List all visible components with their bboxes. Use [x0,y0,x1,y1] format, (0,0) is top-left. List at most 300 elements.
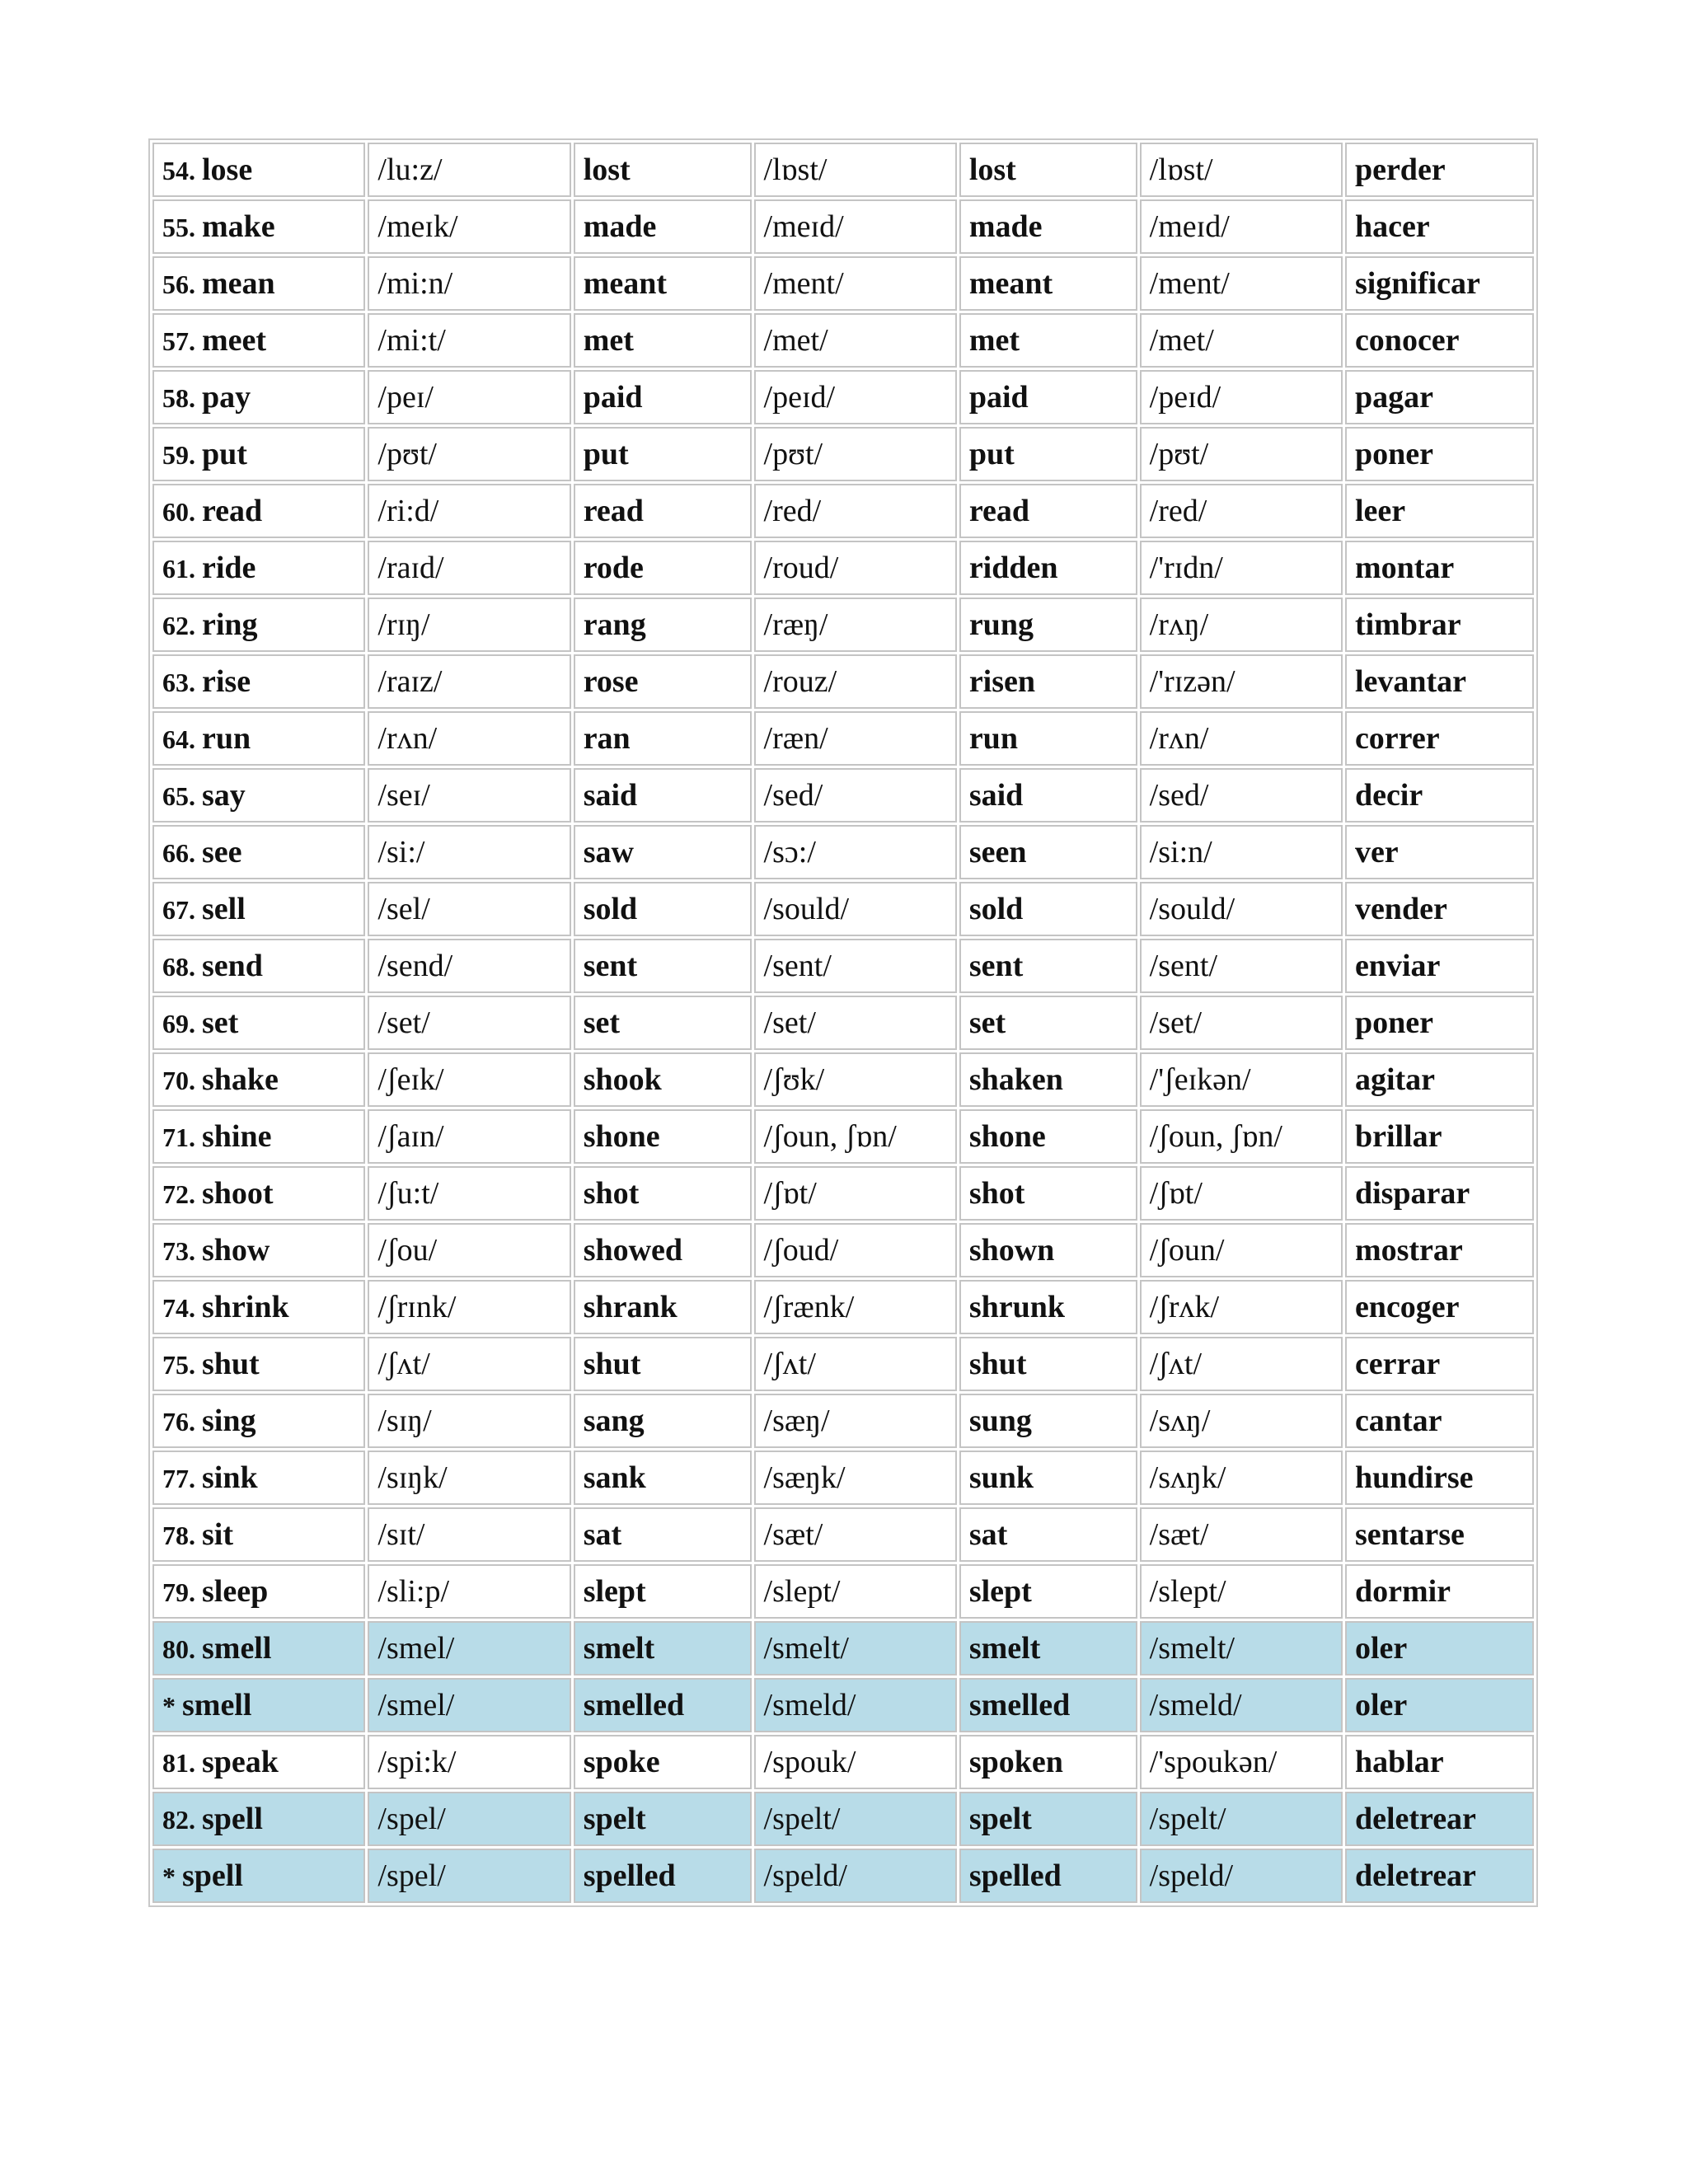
table-row [152,1507,1534,1562]
past-ipa-cell: /spelt/ [754,1792,957,1846]
table-row [152,1621,1534,1675]
verb-number: 59. [162,440,195,470]
base-ipa-cell: /sɪŋk/ [368,1451,570,1505]
past-form-cell: lost [574,143,752,197]
verb-cell [152,1280,365,1334]
verb-number: 79. [162,1577,195,1607]
participle-form-cell: put [959,427,1137,481]
participle-form-cell: read [959,484,1137,538]
past-ipa-cell: /met/ [754,313,957,368]
past-ipa-cell: /ræŋ/ [754,598,957,652]
participle-ipa-cell: /lɒst/ [1140,143,1343,197]
past-ipa-cell: /sæt/ [754,1507,957,1562]
spanish-translation-cell: enviar [1345,939,1534,993]
participle-form-cell: sold [959,882,1137,936]
participle-form-cell: spelled [959,1849,1137,1903]
past-form-cell: ran [574,711,752,766]
base-ipa-cell: /set/ [368,996,570,1050]
participle-form-cell: smelled [959,1678,1137,1732]
participle-ipa-cell: /ʃɒt/ [1140,1166,1343,1221]
spanish-translation-cell: pagar [1345,370,1534,424]
verb-cell [152,1678,365,1732]
past-ipa-cell: /sould/ [754,882,957,936]
past-ipa-cell: /smelt/ [754,1621,957,1675]
verb-cell [152,768,365,823]
spanish-translation-cell: significar [1345,256,1534,311]
base-ipa-cell: /lu:z/ [368,143,570,197]
participle-ipa-cell: /peɪd/ [1140,370,1343,424]
participle-form-cell: sat [959,1507,1137,1562]
past-ipa-cell: /speld/ [754,1849,957,1903]
verb-number: 74. [162,1293,195,1323]
base-ipa-cell: /smel/ [368,1678,570,1732]
participle-ipa-cell: /speld/ [1140,1849,1343,1903]
verb-number: 68. [162,952,195,982]
past-ipa-cell: /red/ [754,484,957,538]
base-form: run [202,721,251,756]
base-form: say [202,778,246,813]
participle-ipa-cell: /sed/ [1140,768,1343,823]
base-form: meet [202,323,267,358]
base-form: send [202,949,263,983]
base-ipa-cell: /si:/ [368,825,570,879]
base-form: sell [202,892,246,926]
base-form: set [202,1005,239,1040]
base-ipa-cell: /spi:k/ [368,1735,570,1789]
participle-form-cell: shrunk [959,1280,1137,1334]
participle-form-cell: spelt [959,1792,1137,1846]
base-ipa-cell: /sli:p/ [368,1564,570,1619]
past-ipa-cell: /sent/ [754,939,957,993]
spanish-translation-cell: deletrear [1345,1849,1534,1903]
verb-number: 67. [162,895,195,925]
verb-cell [152,1223,365,1277]
base-form: smell [182,1688,252,1722]
past-ipa-cell: /roud/ [754,541,957,595]
past-form-cell: put [574,427,752,481]
table-row [152,1849,1534,1903]
past-ipa-cell: /spouk/ [754,1735,957,1789]
past-form-cell: sank [574,1451,752,1505]
spanish-translation-cell: conocer [1345,313,1534,368]
past-ipa-cell: /smeld/ [754,1678,957,1732]
verb-number: 60. [162,497,195,527]
verb-number: 70. [162,1066,195,1095]
verb-cell [152,143,365,197]
participle-form-cell: shown [959,1223,1137,1277]
base-ipa-cell: /meɪk/ [368,199,570,254]
table-row [152,199,1534,254]
past-form-cell: smelt [574,1621,752,1675]
table-row [152,1735,1534,1789]
base-form: see [202,835,242,869]
spanish-translation-cell: cantar [1345,1394,1534,1448]
participle-ipa-cell: /rʌn/ [1140,711,1343,766]
base-ipa-cell: /seɪ/ [368,768,570,823]
verb-number: 81. [162,1748,195,1778]
participle-form-cell: lost [959,143,1137,197]
past-form-cell: sent [574,939,752,993]
table-row [152,1792,1534,1846]
participle-ipa-cell: /smelt/ [1140,1621,1343,1675]
verb-cell [152,825,365,879]
verb-number: 69. [162,1009,195,1038]
base-ipa-cell: /raɪz/ [368,654,570,709]
past-form-cell: meant [574,256,752,311]
base-form: mean [202,266,275,301]
participle-ipa-cell: /sent/ [1140,939,1343,993]
spanish-translation-cell: agitar [1345,1052,1534,1107]
past-ipa-cell: /ʃʌt/ [754,1337,957,1391]
verb-cell [152,427,365,481]
participle-ipa-cell: /ʃoun, ʃɒn/ [1140,1109,1343,1164]
verb-cell [152,654,365,709]
spanish-translation-cell: vender [1345,882,1534,936]
base-ipa-cell: /pʊt/ [368,427,570,481]
participle-form-cell: spoken [959,1735,1137,1789]
spanish-translation-cell: hablar [1345,1735,1534,1789]
verb-number: 80. [162,1634,195,1664]
base-ipa-cell: /peɪ/ [368,370,570,424]
verb-cell [152,1621,365,1675]
base-form: pay [202,380,251,415]
past-form-cell: made [574,199,752,254]
verb-cell [152,711,365,766]
verb-number: 75. [162,1350,195,1380]
past-form-cell: showed [574,1223,752,1277]
table-row [152,711,1534,766]
participle-ipa-cell: /red/ [1140,484,1343,538]
table-row [152,825,1534,879]
verb-cell [152,1166,365,1221]
table-row [152,1223,1534,1277]
past-form-cell: slept [574,1564,752,1619]
verb-number: 66. [162,838,195,868]
participle-form-cell: sung [959,1394,1137,1448]
verb-number: 77. [162,1464,195,1493]
table-row [152,427,1534,481]
base-form: spell [202,1802,263,1836]
spanish-translation-cell: hacer [1345,199,1534,254]
base-form: speak [202,1745,279,1779]
verb-number: 58. [162,383,195,413]
participle-form-cell: rung [959,598,1137,652]
participle-form-cell: met [959,313,1137,368]
past-ipa-cell: /lɒst/ [754,143,957,197]
participle-form-cell: shaken [959,1052,1137,1107]
spanish-translation-cell: sentarse [1345,1507,1534,1562]
spanish-translation-cell: leer [1345,484,1534,538]
verb-cell [152,1564,365,1619]
participle-ipa-cell: /pʊt/ [1140,427,1343,481]
spanish-translation-cell: disparar [1345,1166,1534,1221]
base-ipa-cell: /ʃʌt/ [368,1337,570,1391]
verb-number: 72. [162,1179,195,1209]
participle-form-cell: set [959,996,1137,1050]
verb-number: * [162,1691,176,1721]
participle-ipa-cell: /ʃʌt/ [1140,1337,1343,1391]
participle-ipa-cell: /slept/ [1140,1564,1343,1619]
base-form: read [202,494,263,528]
participle-ipa-cell: /ʃoun/ [1140,1223,1343,1277]
base-ipa-cell: /mi:n/ [368,256,570,311]
verb-number: 62. [162,611,195,640]
base-ipa-cell: /rʌn/ [368,711,570,766]
verb-cell [152,199,365,254]
base-ipa-cell: /spel/ [368,1849,570,1903]
base-ipa-cell: /ri:d/ [368,484,570,538]
table-row [152,882,1534,936]
base-form: sink [202,1460,258,1495]
verb-number: 71. [162,1122,195,1152]
base-form: smell [202,1631,272,1666]
base-ipa-cell: /smel/ [368,1621,570,1675]
verb-cell [152,1337,365,1391]
past-ipa-cell: /ment/ [754,256,957,311]
table-row [152,654,1534,709]
past-form-cell: shone [574,1109,752,1164]
participle-form-cell: slept [959,1564,1137,1619]
participle-ipa-cell: /sæt/ [1140,1507,1343,1562]
base-form: sit [202,1517,233,1552]
table-row [152,1052,1534,1107]
table-body [152,143,1534,1903]
base-ipa-cell: /sel/ [368,882,570,936]
verb-number: 57. [162,326,195,356]
past-form-cell: sat [574,1507,752,1562]
participle-form-cell: ridden [959,541,1137,595]
participle-form-cell: meant [959,256,1137,311]
participle-form-cell: shut [959,1337,1137,1391]
table-row [152,541,1534,595]
participle-ipa-cell: /met/ [1140,313,1343,368]
table-row [152,1394,1534,1448]
past-form-cell: sold [574,882,752,936]
participle-form-cell: sunk [959,1451,1137,1505]
verb-number: 78. [162,1521,195,1550]
participle-form-cell: run [959,711,1137,766]
spanish-translation-cell: hundirse [1345,1451,1534,1505]
participle-form-cell: sent [959,939,1137,993]
participle-ipa-cell: /meɪd/ [1140,199,1343,254]
participle-form-cell: shone [959,1109,1137,1164]
participle-form-cell: risen [959,654,1137,709]
past-ipa-cell: /meɪd/ [754,199,957,254]
spanish-translation-cell: ver [1345,825,1534,879]
participle-ipa-cell: /set/ [1140,996,1343,1050]
past-form-cell: sang [574,1394,752,1448]
verb-cell [152,313,365,368]
participle-ipa-cell: /sould/ [1140,882,1343,936]
participle-ipa-cell: /spelt/ [1140,1792,1343,1846]
base-ipa-cell: /send/ [368,939,570,993]
past-ipa-cell: /rouz/ [754,654,957,709]
verb-cell [152,541,365,595]
past-ipa-cell: /ʃoud/ [754,1223,957,1277]
base-form: shoot [202,1176,274,1211]
spanish-translation-cell: montar [1345,541,1534,595]
spanish-translation-cell: mostrar [1345,1223,1534,1277]
past-ipa-cell: /ʃɒt/ [754,1166,957,1221]
irregular-verbs-table [148,138,1538,1907]
verb-number: 73. [162,1236,195,1266]
past-form-cell: shook [574,1052,752,1107]
base-ipa-cell: /ʃrɪnk/ [368,1280,570,1334]
base-ipa-cell: /mi:t/ [368,313,570,368]
spanish-translation-cell: encoger [1345,1280,1534,1334]
spanish-translation-cell: poner [1345,427,1534,481]
base-ipa-cell: /ʃou/ [368,1223,570,1277]
spanish-translation-cell: cerrar [1345,1337,1534,1391]
past-ipa-cell: /ræn/ [754,711,957,766]
verb-cell [152,484,365,538]
base-form: rise [202,664,251,699]
past-ipa-cell: /sed/ [754,768,957,823]
participle-form-cell: said [959,768,1137,823]
past-form-cell: rode [574,541,752,595]
base-form: ride [202,551,256,585]
verb-cell [152,1507,365,1562]
participle-form-cell: made [959,199,1137,254]
past-form-cell: shot [574,1166,752,1221]
verb-cell [152,882,365,936]
past-form-cell: said [574,768,752,823]
base-ipa-cell: /ʃu:t/ [368,1166,570,1221]
base-form: shine [202,1119,272,1154]
spanish-translation-cell: decir [1345,768,1534,823]
table-row [152,1678,1534,1732]
base-ipa-cell: /spel/ [368,1792,570,1846]
table-row [152,1451,1534,1505]
past-ipa-cell: /slept/ [754,1564,957,1619]
table-row [152,313,1534,368]
spanish-translation-cell: brillar [1345,1109,1534,1164]
participle-ipa-cell: /'spoukən/ [1140,1735,1343,1789]
participle-ipa-cell: /'ʃeɪkən/ [1140,1052,1343,1107]
past-form-cell: spoke [574,1735,752,1789]
verb-number: 82. [162,1805,195,1835]
participle-form-cell: paid [959,370,1137,424]
verb-number: 56. [162,269,195,299]
past-form-cell: met [574,313,752,368]
base-form: sing [202,1404,256,1438]
verb-cell [152,1394,365,1448]
base-ipa-cell: /ʃaɪn/ [368,1109,570,1164]
verb-number: 55. [162,213,195,242]
spanish-translation-cell: levantar [1345,654,1534,709]
base-ipa-cell: /sɪt/ [368,1507,570,1562]
table-row [152,256,1534,311]
past-form-cell: smelled [574,1678,752,1732]
participle-ipa-cell: /'rɪdn/ [1140,541,1343,595]
past-form-cell: shrank [574,1280,752,1334]
base-form: show [202,1233,270,1268]
past-form-cell: rose [574,654,752,709]
participle-ipa-cell: /si:n/ [1140,825,1343,879]
verb-cell [152,1792,365,1846]
verb-cell [152,598,365,652]
spanish-translation-cell: perder [1345,143,1534,197]
table-row [152,939,1534,993]
table-row [152,370,1534,424]
base-form: sleep [202,1574,269,1609]
table-row [152,143,1534,197]
participle-ipa-cell: /smeld/ [1140,1678,1343,1732]
spanish-translation-cell: poner [1345,996,1534,1050]
participle-form-cell: seen [959,825,1137,879]
verb-cell [152,1052,365,1107]
base-form: lose [202,152,253,187]
verb-number: 65. [162,781,195,811]
past-form-cell: read [574,484,752,538]
verb-cell [152,1451,365,1505]
verb-cell [152,1109,365,1164]
verb-cell [152,1735,365,1789]
past-ipa-cell: /sæŋk/ [754,1451,957,1505]
participle-ipa-cell: /ʃrʌk/ [1140,1280,1343,1334]
past-form-cell: shut [574,1337,752,1391]
base-form: put [202,437,247,471]
table-row [152,484,1534,538]
base-form: shake [202,1062,279,1097]
past-form-cell: spelt [574,1792,752,1846]
verb-cell [152,939,365,993]
verb-cell [152,1849,365,1903]
base-form: shrink [202,1290,289,1324]
base-form: ring [202,607,258,642]
spanish-translation-cell: timbrar [1345,598,1534,652]
verb-number: 63. [162,668,195,697]
past-form-cell: rang [574,598,752,652]
verb-cell [152,256,365,311]
past-ipa-cell: /set/ [754,996,957,1050]
base-form: shut [202,1347,260,1381]
spanish-translation-cell: dormir [1345,1564,1534,1619]
table-row [152,996,1534,1050]
participle-ipa-cell: /rʌŋ/ [1140,598,1343,652]
past-form-cell: paid [574,370,752,424]
base-form: make [202,209,275,244]
verb-cell [152,370,365,424]
table-row [152,1337,1534,1391]
participle-form-cell: shot [959,1166,1137,1221]
spanish-translation-cell: oler [1345,1678,1534,1732]
spanish-translation-cell: correr [1345,711,1534,766]
base-ipa-cell: /raɪd/ [368,541,570,595]
spanish-translation-cell: deletrear [1345,1792,1534,1846]
verb-number: * [162,1862,176,1891]
base-ipa-cell: /rɪŋ/ [368,598,570,652]
spanish-translation-cell: oler [1345,1621,1534,1675]
table-row [152,1564,1534,1619]
verb-number: 54. [162,156,195,185]
table-row [152,1109,1534,1164]
verb-cell [152,996,365,1050]
participle-form-cell: smelt [959,1621,1137,1675]
participle-ipa-cell: /sʌŋk/ [1140,1451,1343,1505]
past-ipa-cell: /ʃʊk/ [754,1052,957,1107]
past-form-cell: set [574,996,752,1050]
past-form-cell: spelled [574,1849,752,1903]
verb-number: 76. [162,1407,195,1436]
verb-number: 64. [162,724,195,754]
participle-ipa-cell: /ment/ [1140,256,1343,311]
base-ipa-cell: /ʃeɪk/ [368,1052,570,1107]
past-ipa-cell: /ʃrænk/ [754,1280,957,1334]
table-row [152,768,1534,823]
past-ipa-cell: /pʊt/ [754,427,957,481]
past-form-cell: saw [574,825,752,879]
